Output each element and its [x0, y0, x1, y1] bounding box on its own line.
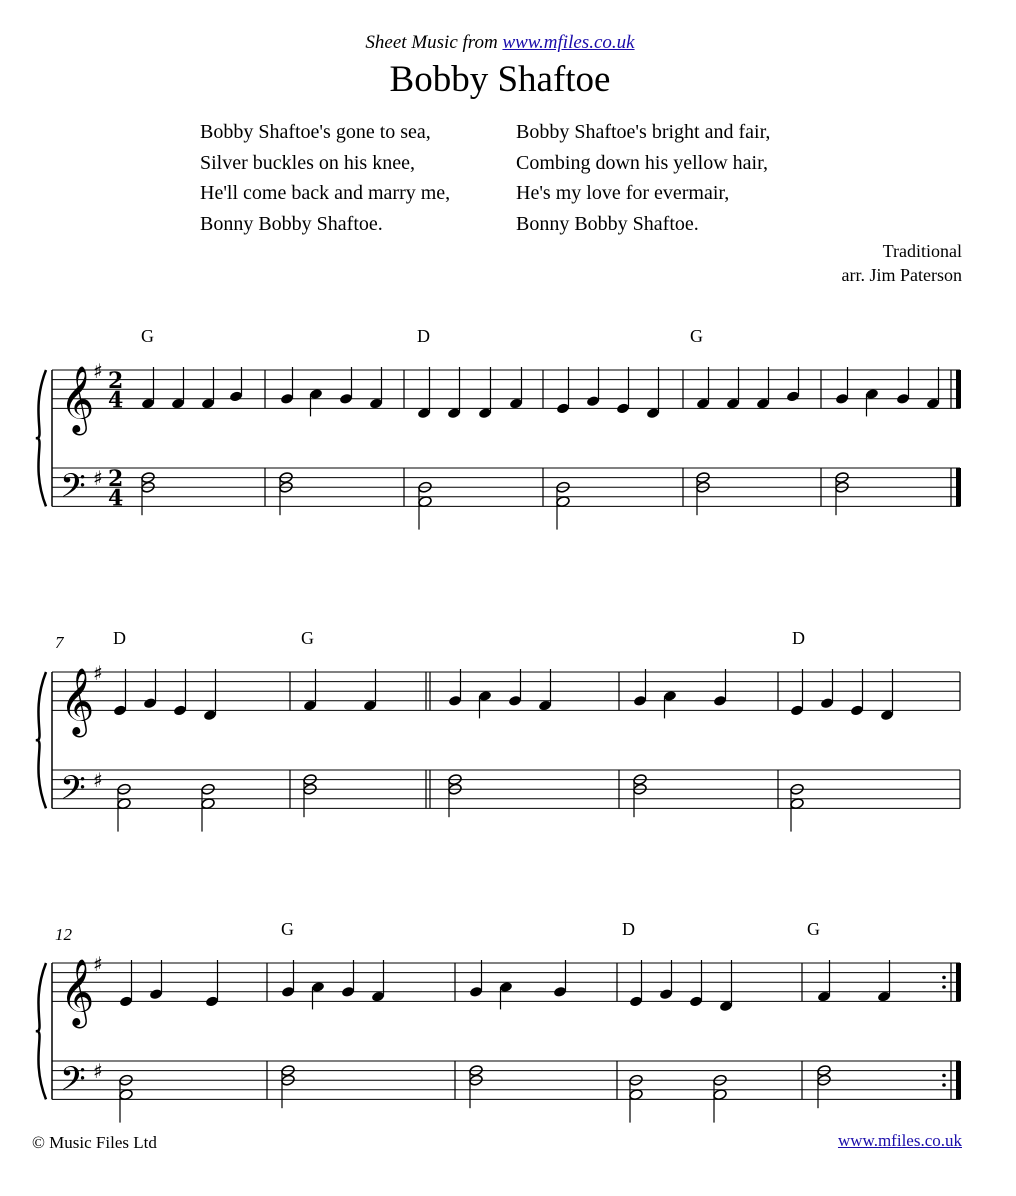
measure-number: 12 [55, 925, 72, 944]
end-barline-thick [956, 1061, 961, 1099]
treble-clef-icon: 𝄞 [60, 364, 95, 433]
source-prefix: Sheet Music from [365, 32, 498, 53]
sharp-icon: ♯ [93, 952, 103, 976]
chord-symbol: D [113, 628, 126, 648]
source-link[interactable]: www.mfiles.co.uk [502, 32, 635, 53]
end-barline-thick [956, 963, 961, 1001]
end-barline-thick [956, 468, 961, 506]
lyric-line: Silver buckles on his knee, [200, 151, 415, 174]
time-signature-numerator: 2 [108, 368, 124, 395]
sharp-icon: ♯ [93, 359, 103, 383]
arranger: arr. Jim Paterson [841, 265, 962, 285]
sharp-icon: ♯ [93, 466, 103, 490]
treble-clef-icon: 𝄞 [60, 666, 95, 735]
sharp-icon: ♯ [93, 1059, 103, 1083]
footer-link[interactable]: www.mfiles.co.uk [837, 1131, 962, 1150]
grand-staff-brace [36, 963, 46, 1099]
time-signature-numerator: 2 [108, 466, 124, 493]
lyric-line: Bobby Shaftoe's bright and fair, [516, 121, 771, 143]
sharp-icon: ♯ [93, 768, 103, 792]
time-signature-denominator: 4 [108, 485, 124, 512]
measure-number: 7 [55, 633, 64, 652]
chord-symbol: G [141, 326, 154, 346]
chord-symbol: G [807, 919, 820, 939]
song-title: Bobby Shaftoe [389, 59, 611, 100]
bass-clef-icon: 𝄢 [60, 467, 86, 514]
grand-staff-brace [36, 672, 46, 808]
chord-symbol: D [622, 919, 635, 939]
score-notation [36, 359, 961, 1123]
treble-clef-icon: 𝄞 [60, 957, 95, 1026]
bass-clef-icon: 𝄢 [60, 1060, 86, 1107]
composer: Traditional [882, 241, 962, 261]
repeat-dot [942, 976, 946, 980]
chord-symbol: G [281, 919, 294, 939]
repeat-dot [942, 1074, 946, 1078]
time-signature-denominator: 4 [108, 387, 124, 414]
lyric-line: Combing down his yellow hair, [516, 151, 768, 174]
end-barline-thick [956, 370, 961, 408]
chord-symbol: G [690, 326, 703, 346]
repeat-dot [942, 1083, 946, 1087]
lyric-line: Bonny Bobby Shaftoe. [200, 212, 383, 235]
grand-staff-brace [36, 370, 46, 506]
copyright: © Music Files Ltd [32, 1133, 157, 1152]
repeat-dot [942, 985, 946, 989]
lyric-line: Bonny Bobby Shaftoe. [516, 212, 699, 235]
lyric-line: He's my love for evermair, [516, 182, 730, 204]
chord-symbol: G [301, 628, 314, 648]
sharp-icon: ♯ [93, 661, 103, 685]
lyric-line: He'll come back and marry me, [200, 182, 451, 204]
lyric-line: Bobby Shaftoe's gone to sea, [200, 121, 431, 143]
chord-symbol: D [417, 326, 430, 346]
bass-clef-icon: 𝄢 [60, 769, 86, 816]
chord-symbol: D [792, 628, 805, 648]
